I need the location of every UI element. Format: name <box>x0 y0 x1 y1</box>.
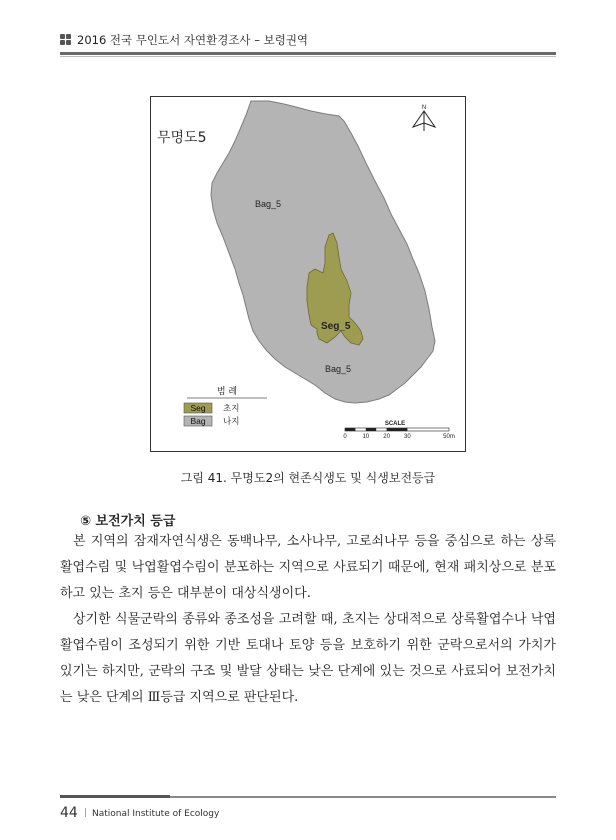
legend-title: 범 례 <box>216 387 238 397</box>
scale-tick-30: 30 <box>404 434 411 440</box>
footer-separator: | <box>84 808 88 818</box>
north-arrow-icon <box>413 105 435 131</box>
scale-tick-0: 0 <box>343 434 347 440</box>
legend-code-bag: Bag <box>190 416 206 426</box>
footer-rule <box>60 796 556 798</box>
north-label: N <box>421 105 427 111</box>
header-dots-icon <box>60 34 72 46</box>
map-canvas <box>151 97 467 453</box>
body-paragraph: 상기한 식물군락의 종류와 종조성을 고려할 때, 초지는 상대적으로 상록활엽수나 낙엽활엽수림이 조성되기 위한 기반 토대나 토양 등을 보호하기 위한 군락으로서의 가치가 있기는 하지만, 군락의 구조 및 발달 상태는 낮은 단계에 있는 것으로 사료되어 보전가치는 낮은 단계의 Ⅲ등급 지역으로 판단된다. <box>60 612 556 705</box>
scale-tick-50m: 50m <box>443 434 455 440</box>
legend-desc-bag: 나지 <box>223 417 240 427</box>
body-paragraph: 본 지역의 잠재자연식생은 동백나무, 소사나무, 고로쇠나무 등을 중심으로 하는 상록활엽수림 및 낙엽활엽수림이 분포하는 지역으로 사료되기 때문에, 현재 패치상으로 분포하고 있는 초지 등은 대부분이 대상식생이다. <box>60 534 556 601</box>
bag-label-bottom: Bag_5 <box>325 364 352 374</box>
legend-code-seg: Seg <box>190 403 206 413</box>
header-title: 2016 전국 무인도서 자연환경조사 – 보령권역 <box>77 33 309 47</box>
scale-label: SCALE <box>384 421 406 427</box>
footer-org: National Institute of Ecology <box>92 809 220 819</box>
vegetation-map <box>150 96 466 452</box>
running-header <box>60 28 556 52</box>
scale-tick-10: 10 <box>362 434 370 440</box>
island-name-label: 무명도5 <box>157 130 207 146</box>
section-title: ⑤ 보전가치 등급 <box>80 514 176 529</box>
figure-caption: 그림 41. 무명도2의 현존식생도 및 식생보전등급 <box>180 471 436 485</box>
map-legend <box>184 385 267 427</box>
legend-desc-seg: 초지 <box>223 404 240 414</box>
header-rule-thin <box>60 56 556 57</box>
bag-label-top: Bag_5 <box>255 199 282 209</box>
scale-tick-20: 20 <box>383 434 390 440</box>
header-rule <box>60 52 556 55</box>
page-number: 44 <box>60 805 78 821</box>
scale-bar <box>343 421 455 440</box>
island-bare-area <box>211 101 435 403</box>
seg-label: Seg_5 <box>321 321 351 332</box>
